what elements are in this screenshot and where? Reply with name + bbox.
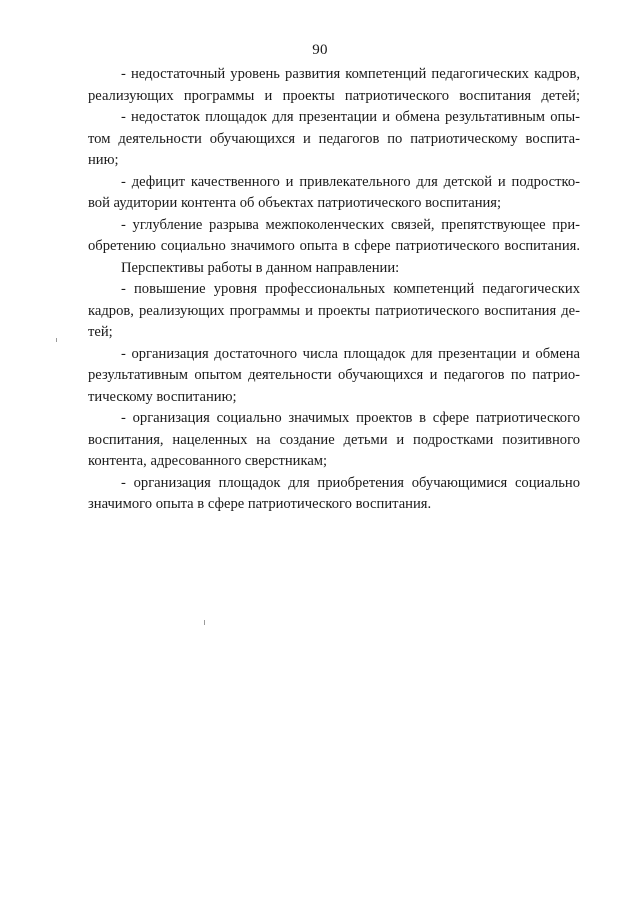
list-item-line: - организация площадок для приобретения обучающимися социально <box>121 474 580 491</box>
list-item-line: - организация достаточного числа площадок для презентации и обмена <box>121 345 580 362</box>
list-item-line: обретению социально значимого опыта в сфере патриотического воспитания. <box>88 238 580 254</box>
list-item-line: значимого опыта в сфере патриотического воспитания. <box>88 496 432 512</box>
list-item-line: результативным опытом деятельности обучающихся и педагогов по патрио- <box>88 367 580 383</box>
list-item-line: - недостаток площадок для презентации и обмена результативным опы- <box>121 109 580 125</box>
list-item-line: тическому воспитанию; <box>88 388 237 405</box>
list-item-line: нию; <box>88 152 119 168</box>
section-heading: Перспективы работы в данном направлении: <box>121 259 400 276</box>
page-number: 90 <box>312 42 328 58</box>
scan-artifact-bottom <box>204 620 205 625</box>
list-item-line: кадров, реализующих программы и проекты патриотического воспитания де- <box>88 302 580 319</box>
list-item-line: - недостаточный уровень развития компетенций педагогических кадров, <box>121 66 580 82</box>
list-item-line: реализующих программы и проекты патриотического воспитания детей; <box>88 87 580 104</box>
scan-artifact-left <box>56 338 57 342</box>
list-item-line: тей; <box>88 324 113 340</box>
list-item-line: - повышение уровня профессиональных компетенций педагогических <box>121 281 580 297</box>
list-item-line: вой аудитории контента об объектах патриотического воспитания; <box>88 195 502 211</box>
list-item-line: том деятельности обучающихся и педагогов по патриотическому воспита- <box>88 130 580 147</box>
list-item-line: воспитания, нацеленных на создание детьми и подростками позитивного <box>88 431 580 448</box>
list-item-line: контента, адресованного сверстникам; <box>88 453 328 469</box>
list-item-line: - углубление разрыва межпоколенческих связей, препятствующее при- <box>121 216 580 233</box>
document-body <box>88 64 580 516</box>
list-item-line: - дефицит качественного и привлекательного для детской и подростко- <box>121 173 580 190</box>
list-item-line: - организация социально значимых проектов в сфере патриотического <box>121 410 580 426</box>
